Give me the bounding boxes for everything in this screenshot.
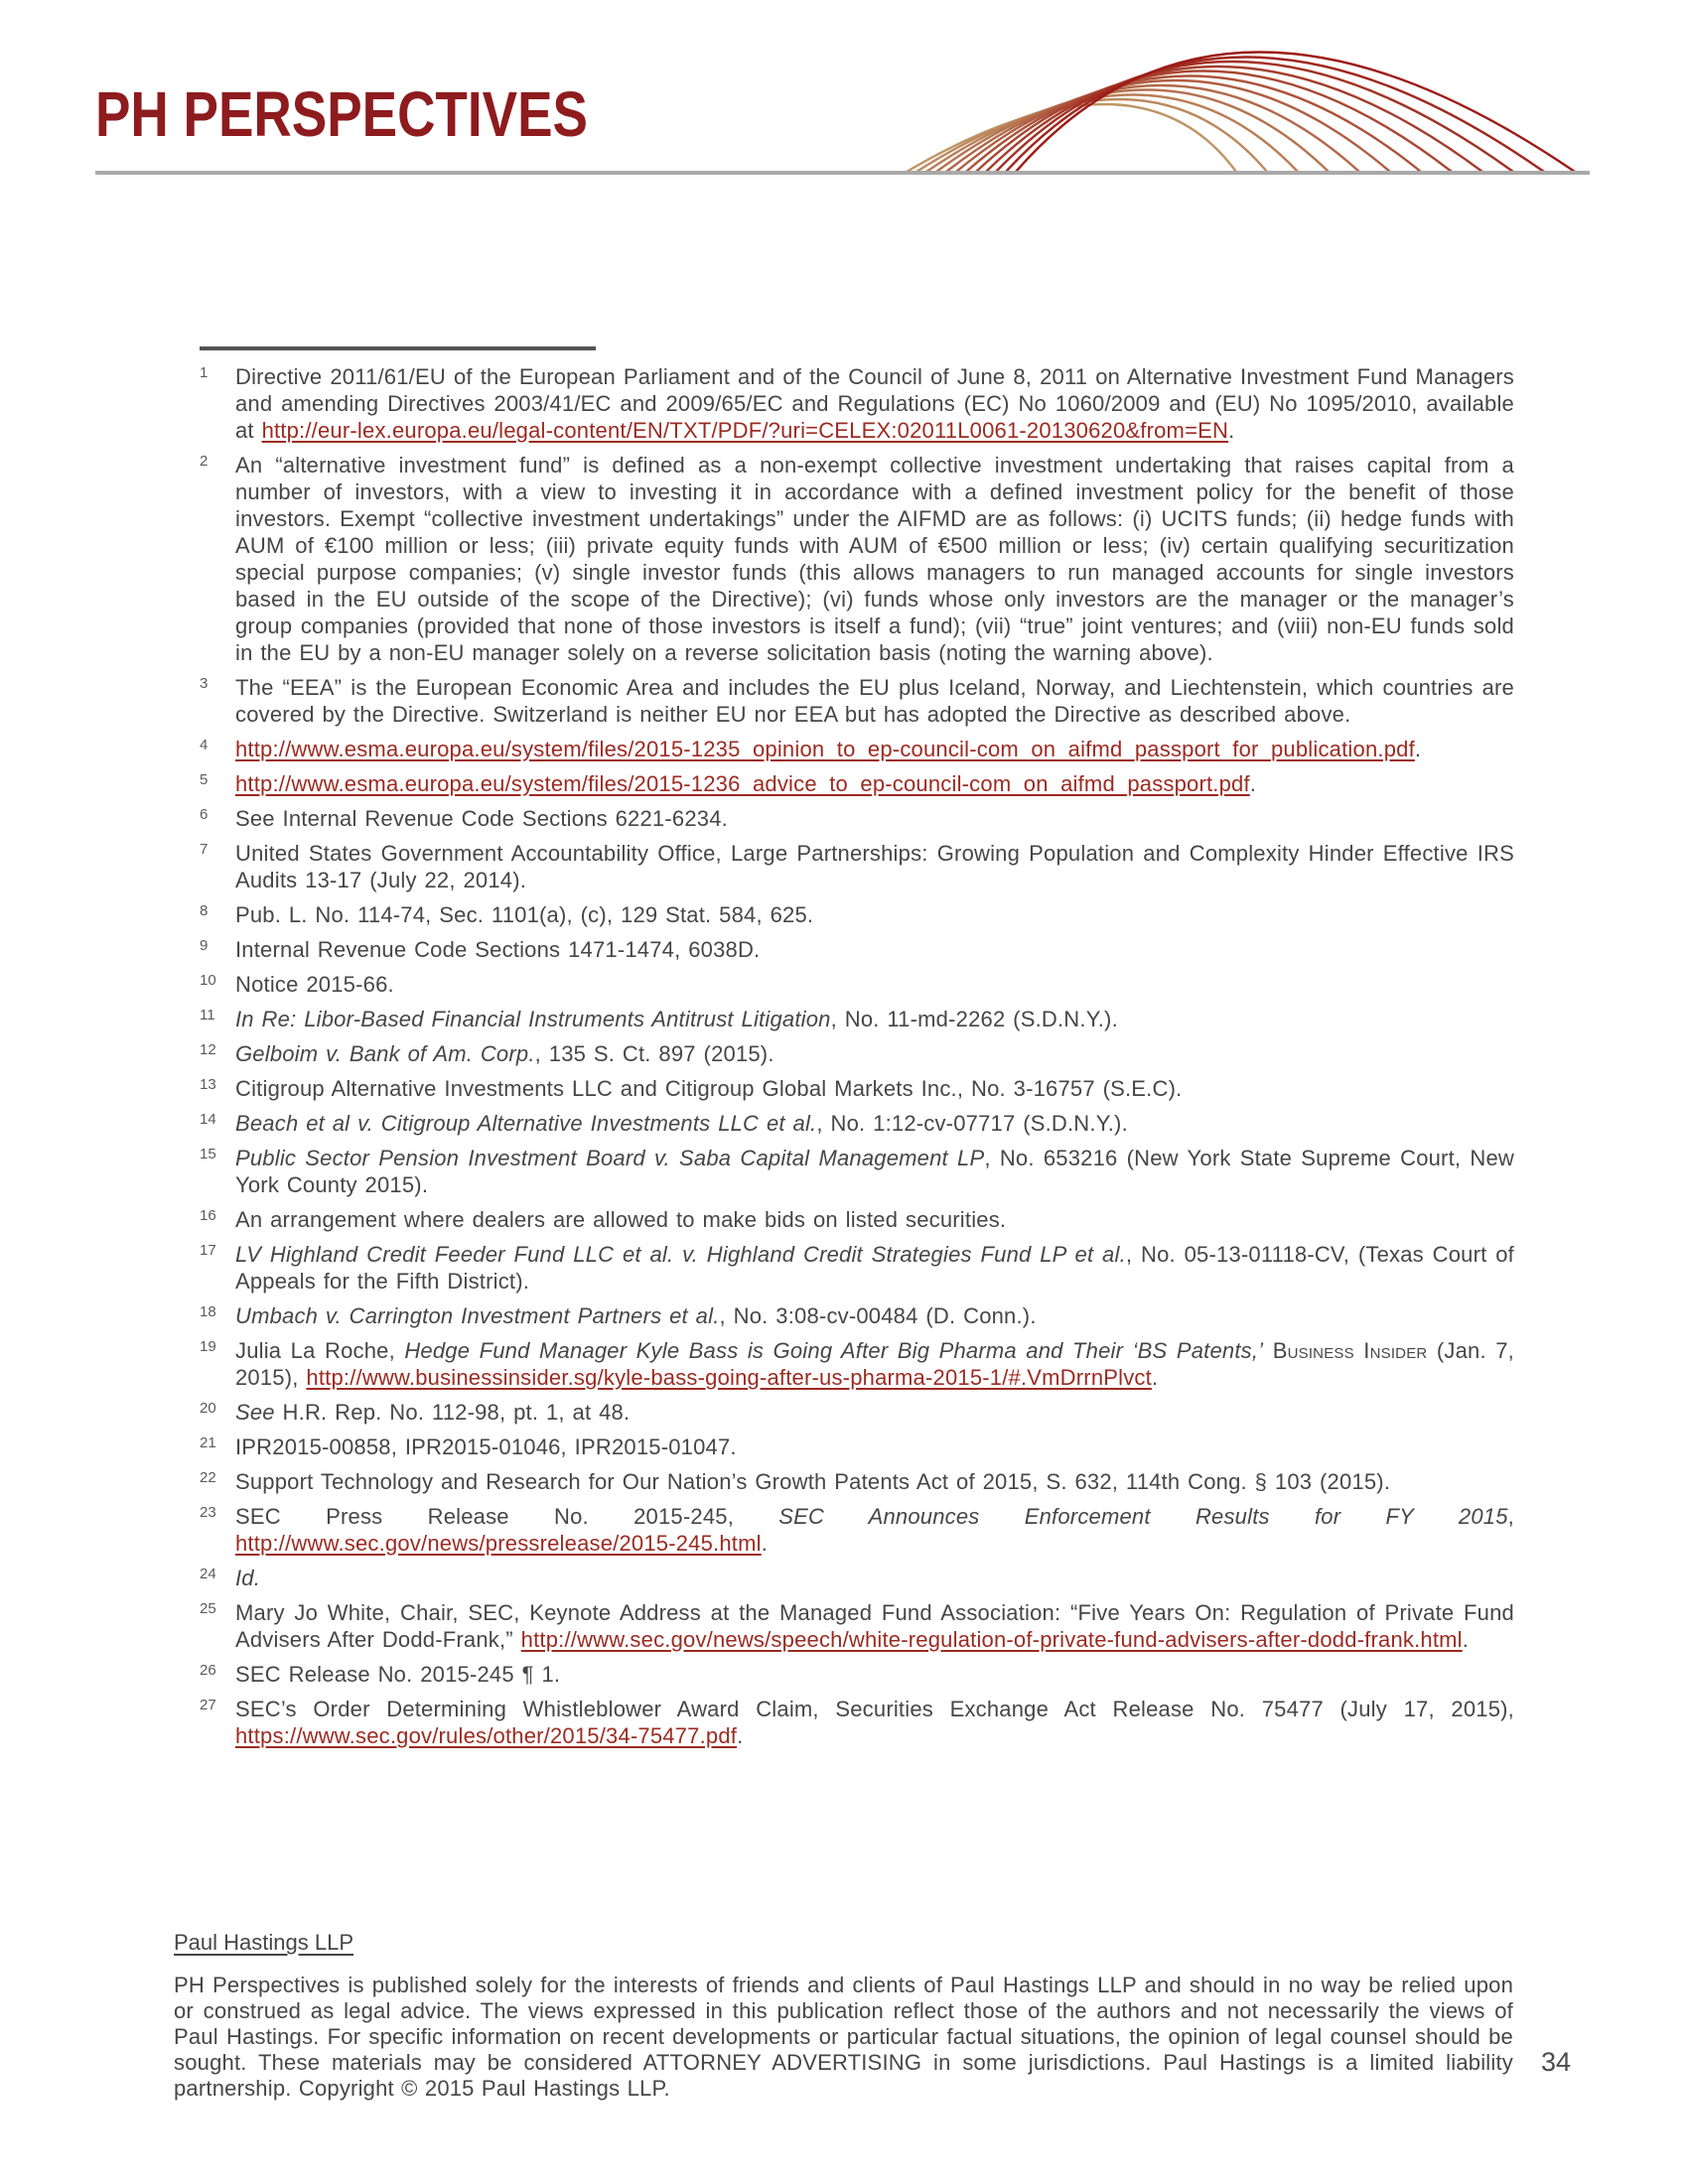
footnote-text: , No. 1:12-cv-07717 (S.D.N.Y.).: [816, 1111, 1128, 1136]
footnote-text: ,: [1507, 1504, 1514, 1529]
footnote-link[interactable]: http://www.esma.europa.eu/system/files/2015-1235_opinion_to_ep-council-com_on_aifmd_passport_for_publication.pdf: [235, 737, 1415, 761]
footnote-item: [200, 901, 1514, 928]
footnote-item: [200, 1696, 1514, 1749]
footnote-item: [200, 936, 1514, 963]
footnote-number: 19: [200, 1338, 216, 1355]
footnote-number: 23: [200, 1504, 216, 1521]
footnote-link[interactable]: http://www.esma.europa.eu/system/files/2015-1236_advice_to_ep-council-com_on_aifmd_passport.pdf: [235, 771, 1250, 796]
footnote-text: An arrangement where dealers are allowed to make bids on listed securities.: [235, 1207, 1007, 1232]
footnote-item: [200, 1302, 1514, 1329]
footnote-text: LV Highland Credit Feeder Fund LLC et al. v. Highland Credit Strategies Fund LP et al.: [235, 1242, 1126, 1267]
footnote-item: [200, 1661, 1514, 1688]
footnote-item: [200, 1399, 1514, 1426]
footnote-item: [200, 770, 1514, 797]
footnote-text: Internal Revenue Code Sections 1471-1474, 6038D.: [235, 937, 761, 962]
footnote-item: [200, 840, 1514, 893]
footnote-item: [200, 1565, 1514, 1591]
footnote-text: .: [1414, 737, 1422, 761]
footnote-item: [200, 452, 1514, 666]
footnote-number: 10: [200, 972, 216, 989]
footnote-number: 24: [200, 1566, 216, 1582]
footnote-text: Gelboim v. Bank of Am. Corp.: [235, 1041, 535, 1066]
footnote-item: [200, 1433, 1514, 1460]
footnote-text: The “EEA” is the European Economic Area and includes the EU plus Iceland, Norway, and Liechtenstein, which countries are covered by the Directive. Switzerland is neither EU nor EEA but has adopted the Directive as described above.: [235, 675, 1514, 727]
footnote-number: 22: [200, 1469, 216, 1486]
footnote-link[interactable]: http://www.businessinsider.sg/kyle-bass-going-after-us-pharma-2015-1/#.VmDrrnPlvct: [306, 1365, 1152, 1390]
disclaimer-text: PH Perspectives is published solely for the interests of friends and clients of Paul Hastings LLP and should in no way be relied upon or construed as legal advice. The views expressed in this publication reflect those of the authors and not necessarily the views of Paul Hastings. For specific information on recent developments or particular factual situations, the opinion of legal counsel should be sought. These materials may be considered ATTORNEY ADVERTISING in some jurisdictions. Paul Hastings is a limited liability partnership. Copyright © 2015 Paul Hastings LLP.: [174, 1973, 1513, 2101]
footnote-number: 4: [200, 737, 209, 753]
footnote-number: 12: [200, 1041, 216, 1058]
footnote-number: 17: [200, 1242, 216, 1259]
footnote-item: [200, 736, 1514, 762]
footnote-number: 15: [200, 1146, 216, 1162]
footnote-link[interactable]: http://www.sec.gov/news/pressrelease/2015-245.html: [235, 1531, 762, 1556]
footnote-text: .: [1249, 771, 1257, 796]
footnote-text: , No. 3:08-cv-00484 (D. Conn.).: [719, 1303, 1037, 1328]
footnote-text: IPR2015-00858, IPR2015-01046, IPR2015-01047.: [235, 1434, 737, 1459]
footnote-item: [200, 1337, 1514, 1391]
footnote-number: 14: [200, 1111, 216, 1128]
footnote-number: 8: [200, 902, 209, 919]
footnote-text: , No. 11-md-2262 (S.D.N.Y.).: [830, 1007, 1118, 1031]
footnote-item: [200, 1468, 1514, 1495]
footer-section: [174, 1930, 1513, 2102]
footnote-text: Hedge Fund Manager Kyle Bass is Going After Big Pharma and Their ‘BS Patents,’: [404, 1338, 1264, 1363]
footnote-text: An “alternative investment fund” is defined as a non-exempt collective investment undertaking that raises capital from a number of investors, with a view to investing it in accordance with a defined investment policy for the benefit of those investors. Exempt “collective investment undertakings” under the AIFMD are as follows: (i) UCITS funds; (ii) hedge funds with AUM of €100 million or less; (iii) private equity funds with AUM of €500 million or less; (iv) certain qualifying securitization special purpose companies; (v) single investor funds (this allows managers to run managed accounts for single investors based in the EU outside of the scope of the Directive); (vi) funds whose only investors are the manager or the manager’s group companies (provided that none of those investors is itself a fund); (vii) “true” joint ventures; and (viii) non-EU funds sold in the EU by a non-EU manager solely on a reverse solicitation basis (noting the warning above).: [235, 453, 1514, 665]
footnote-number: 21: [200, 1434, 216, 1451]
footnote-number: 25: [200, 1600, 216, 1617]
footnote-item: [200, 1075, 1514, 1102]
brand-title: PH PERSPECTIVES: [95, 78, 588, 150]
footnote-item: [200, 1206, 1514, 1233]
footnote-number: 11: [200, 1007, 215, 1024]
footnote-item: [200, 1241, 1514, 1295]
footnote-separator: [200, 346, 596, 350]
footnote-number: 3: [200, 675, 209, 692]
footnote-item: [200, 1503, 1514, 1557]
footnote-link[interactable]: https://www.sec.gov/rules/other/2015/34-75477.pdf: [235, 1723, 738, 1748]
footnote-text: Julia La Roche,: [235, 1338, 405, 1363]
footnote-item: [200, 1145, 1514, 1198]
footnote-text: , No. 653216 (New York State Supreme Court, New York County 2015).: [235, 1146, 1514, 1197]
footnote-item: [200, 363, 1514, 444]
footnote-text: In Re: Libor-Based Financial Instruments Antitrust Litigation: [235, 1007, 831, 1031]
footnote-text: .: [1228, 418, 1235, 443]
footnote-number: 2: [200, 453, 209, 470]
footnote-text: Beach et al v. Citigroup Alternative Investments LLC et al.: [235, 1111, 817, 1136]
footnote-number: 13: [200, 1076, 216, 1093]
footnote-text: H.R. Rep. No. 112-98, pt. 1, at 48.: [274, 1400, 631, 1425]
footnote-text: (Jan. 7, 2015),: [235, 1338, 1514, 1390]
footnote-number: 26: [200, 1662, 216, 1679]
footnote-number: 27: [200, 1697, 216, 1713]
footnote-text: , No. 05-13-01118-CV, (Texas Court of Appeals for the Fifth District).: [235, 1242, 1514, 1294]
footnote-text: [1263, 1338, 1272, 1363]
footnote-text: Notice 2015-66.: [235, 972, 394, 997]
footnote-text: See Internal Revenue Code Sections 6221-6234.: [235, 806, 728, 831]
footnote-text: SEC Announces Enforcement Results for FY 2015: [778, 1504, 1508, 1529]
footnote-number: 6: [200, 806, 209, 823]
footnote-text: Directive 2011/61/EU of the European Parliament and of the Council of June 8, 2011 on Alternative Investment Fund Managers and amending Directives 2003/41/EC and 2009/65/EC and Regulations (EC) No 1060/2009 and (EU) No 1095/2010, available at: [235, 364, 1514, 443]
footnote-item: [200, 674, 1514, 728]
firm-name: Paul Hastings LLP: [174, 1930, 353, 1955]
footnote-number: 7: [200, 841, 209, 858]
footnote-item: [200, 971, 1514, 998]
footnote-list: [200, 363, 1514, 1757]
footnote-number: 20: [200, 1400, 216, 1417]
footnote-link[interactable]: http://www.sec.gov/news/speech/white-regulation-of-private-fund-advisers-after-dodd-frank.html: [520, 1627, 1463, 1652]
footnote-text: .: [1462, 1627, 1470, 1652]
footnote-text: .: [1151, 1365, 1159, 1390]
footnote-text: Mary Jo White, Chair, SEC, Keynote Address at the Managed Fund Association: “Five Years On: Regulation of Private Fund Advisers After Dodd-Frank,”: [235, 1600, 1514, 1652]
footnote-text: SEC’s Order Determining Whistleblower Award Claim, Securities Exchange Act Release No. 75477 (July 17, 2015),: [235, 1697, 1514, 1721]
footnote-link[interactable]: http://eur-lex.europa.eu/legal-content/EN/TXT/PDF/?uri=CELEX:02011L0061-20130620&from=EN: [261, 418, 1229, 443]
footnote-item: [200, 1006, 1514, 1032]
footnote-number: 16: [200, 1207, 216, 1224]
footnote-text: .: [737, 1723, 744, 1748]
header-rule: [95, 171, 1590, 175]
footnote-number: 1: [200, 364, 209, 381]
footnote-number: 9: [200, 937, 209, 954]
footnote-text: Umbach v. Carrington Investment Partners et al.: [235, 1303, 720, 1328]
footnote-text: See: [235, 1400, 275, 1425]
page-number: 34: [1541, 2047, 1572, 2077]
footnote-number: 18: [200, 1303, 216, 1320]
footnote-text: SEC Release No. 2015-245 ¶ 1.: [235, 1662, 561, 1687]
footnote-text: Pub. L. No. 114-74, Sec. 1101(a), (c), 129 Stat. 584, 625.: [235, 902, 814, 927]
footnote-text: .: [761, 1531, 769, 1556]
footnote-text: United States Government Accountability Office, Large Partnerships: Growing Population and Complexity Hinder Effective IRS Audits 13-17 (July 22, 2014).: [235, 841, 1514, 892]
footnote-number: 5: [200, 771, 209, 788]
footnote-text: SEC Press Release No. 2015-245,: [235, 1504, 779, 1529]
footnote-item: [200, 1599, 1514, 1653]
footnote-text: Support Technology and Research for Our Nation’s Growth Patents Act of 2015, S. 632, 114th Cong. § 103 (2015).: [235, 1469, 1391, 1494]
footnote-item: [200, 805, 1514, 832]
footnote-item: [200, 1110, 1514, 1137]
footnote-text: Business Insider: [1272, 1338, 1428, 1363]
arc-wave-graphic: [899, 47, 1604, 178]
footnote-text: Citigroup Alternative Investments LLC and Citigroup Global Markets Inc., No. 3-16757 (S.E.C).: [235, 1076, 1183, 1101]
footnote-text: , 135 S. Ct. 897 (2015).: [534, 1041, 774, 1066]
footnote-text: Id.: [235, 1566, 261, 1590]
footnote-text: Public Sector Pension Investment Board v. Saba Capital Management LP: [235, 1146, 985, 1170]
footnote-item: [200, 1040, 1514, 1067]
